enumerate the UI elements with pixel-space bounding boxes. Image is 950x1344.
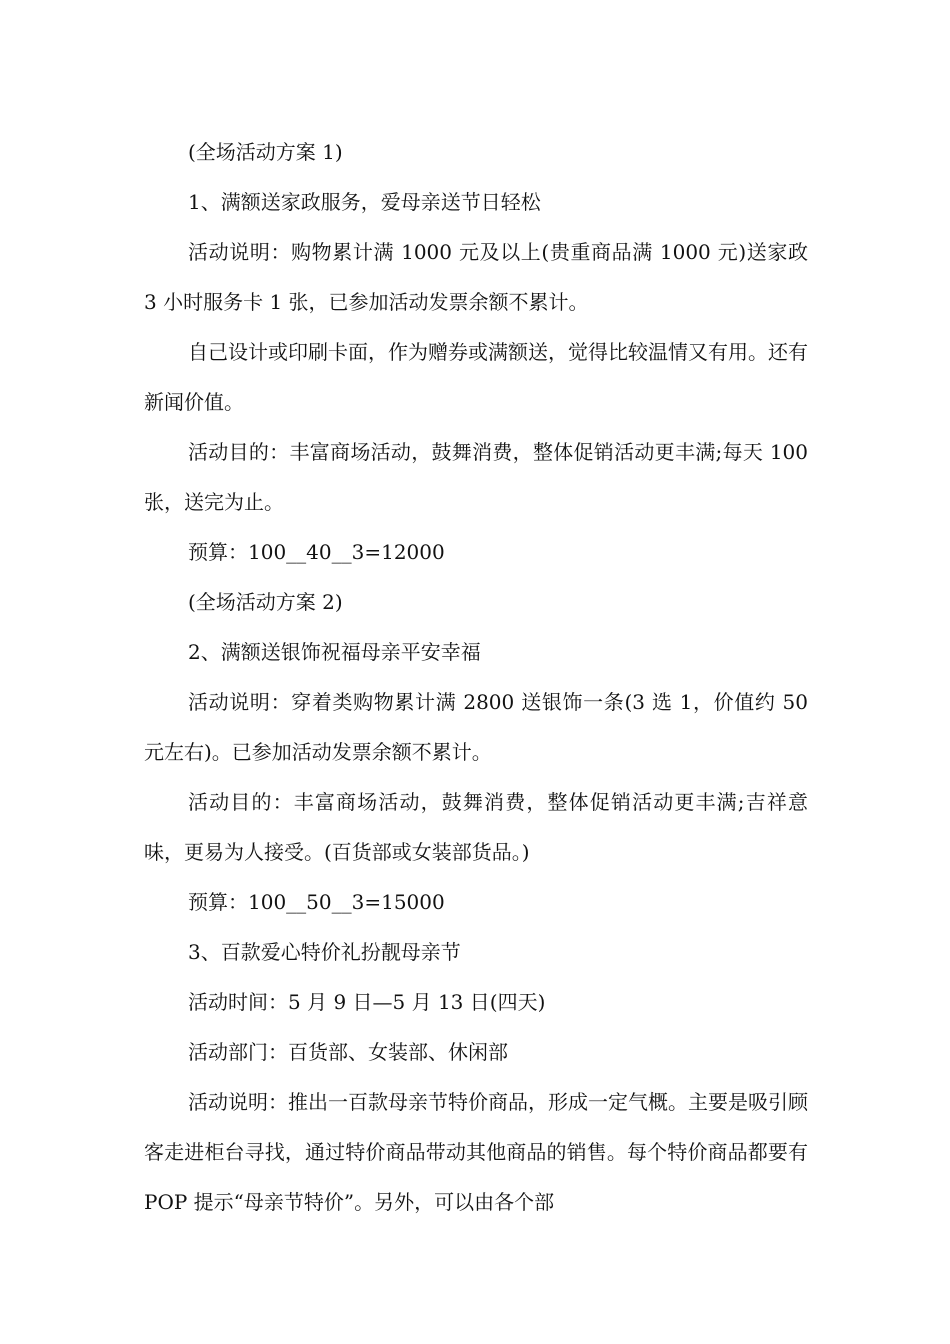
paragraph-plan-2-heading: (全场活动方案 2) <box>188 590 343 614</box>
paragraph-item-2-title: 2、满额送银饰祝福母亲平安幸福 <box>188 640 481 664</box>
paragraph-item-1-title: 1、满额送家政服务，爱母亲送节日轻松 <box>188 190 541 214</box>
paragraph-item-2-purpose: 活动目的：丰富商场活动，鼓舞消费，整体促销活动更丰满;吉祥意味，更易为人接受。(百货部或女装部货品。) <box>144 790 808 864</box>
paragraph-item-1-card-note: 自己设计或印刷卡面，作为赠券或满额送，觉得比较温情又有用。还有新闻价值。 <box>144 340 808 414</box>
paragraph-plan-1-heading: (全场活动方案 1) <box>188 140 343 164</box>
paragraph-item-1-purpose: 活动目的：丰富商场活动，鼓舞消费，整体促销活动更丰满;每天 100 张，送完为止。 <box>144 440 808 514</box>
paragraph-item-3-description: 活动说明：推出一百款母亲节特价商品，形成一定气概。主要是吸引顾客走进柜台寻找，通过特价商品带动其他商品的销售。每个特价商品都要有 POP 提示“母亲节特价”。另外，可以由各个部 <box>144 1090 808 1214</box>
document-body <box>144 127 808 1227</box>
paragraph-item-3-time: 活动时间：5 月 9 日—5 月 13 日(四天) <box>188 990 546 1014</box>
paragraph-item-3-departments: 活动部门：百货部、女装部、休闲部 <box>188 1040 508 1064</box>
paragraph-item-2-description: 活动说明：穿着类购物累计满 2800 送银饰一条(3 选 1，价值约 50 元左右)。已参加活动发票余额不累计。 <box>144 690 808 764</box>
paragraph-item-1-description: 活动说明：购物累计满 1000 元及以上(贵重商品满 1000 元)送家政 3 小时服务卡 1 张，已参加活动发票余额不累计。 <box>144 240 808 314</box>
paragraph-item-3-title: 3、百款爱心特价礼扮靓母亲节 <box>188 940 461 964</box>
paragraph-item-1-budget: 预算：100__40__3=12000 <box>188 540 445 564</box>
paragraph-item-2-budget: 预算：100__50__3=15000 <box>188 890 445 914</box>
